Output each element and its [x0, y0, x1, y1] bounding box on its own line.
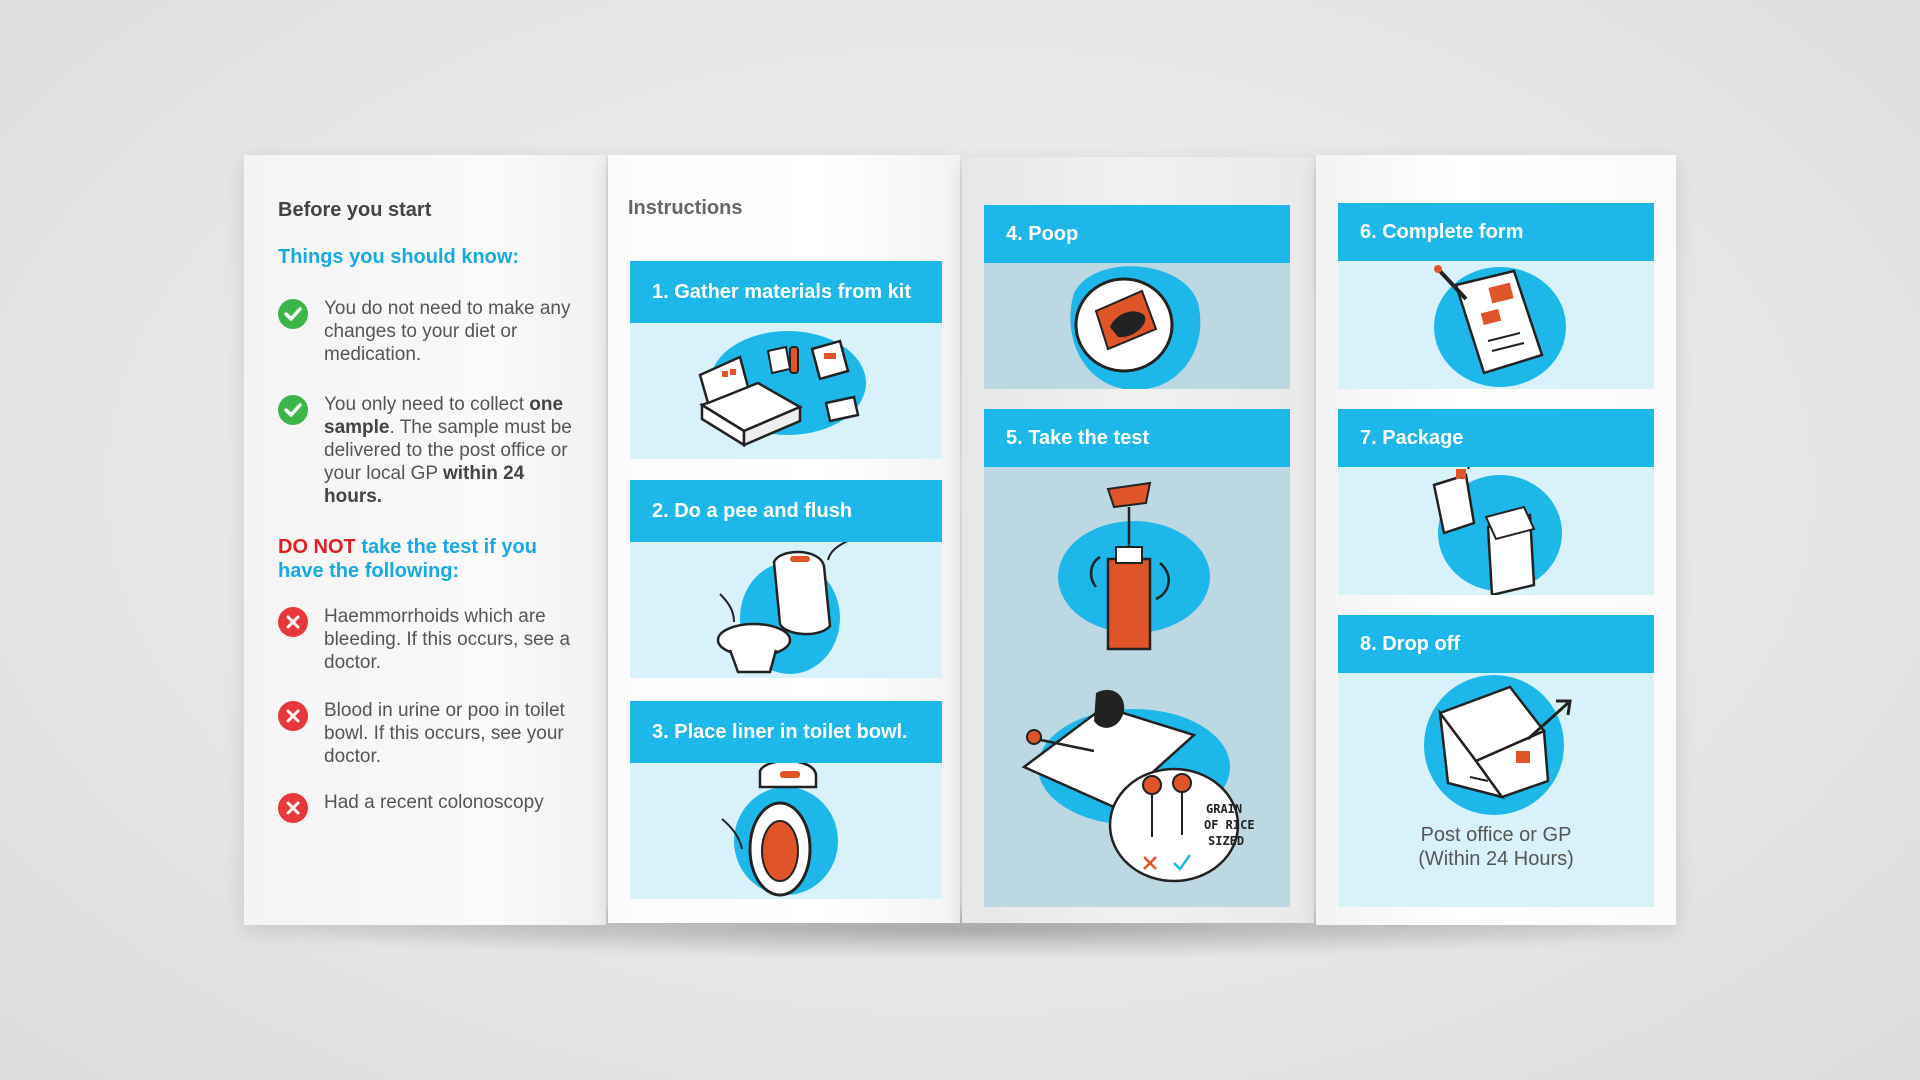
avoid-item [278, 605, 578, 674]
avoid-item-text: Haemmorrhoids which are bleeding. If this occurs, see a doctor. [324, 606, 571, 673]
donot-subheading: DO NOT take the test if you have the following: [278, 536, 537, 582]
toilet-liner-illustration [630, 763, 942, 899]
check-icon [278, 299, 308, 329]
avoid-item-text: Blood in urine or poo in toilet bowl. If this occurs, see your doctor. [324, 700, 565, 767]
panel-instructions [608, 155, 960, 923]
cross-icon [278, 793, 308, 823]
panel-send-off [1316, 155, 1676, 925]
panel-before-you-start [244, 155, 606, 925]
step-place-liner [630, 701, 942, 899]
step-poop [984, 205, 1290, 389]
know-item-text: You do not need to make any changes to your diet or medication. [324, 298, 571, 365]
bubble-text-2: OF RICE [1204, 818, 1255, 832]
package-illustration [1338, 467, 1654, 595]
cross-icon [278, 701, 308, 731]
step-title: 7. Package [1338, 409, 1654, 467]
before-heading: Before you start [278, 199, 432, 221]
instructions-heading: Instructions [628, 197, 743, 219]
bubble-text-3: SIZED [1208, 834, 1245, 848]
step-drop-off [1338, 615, 1654, 907]
know-item [278, 297, 578, 366]
know-item [278, 393, 578, 508]
cross-icon [278, 607, 308, 637]
know-subheading: Things you should know: [278, 246, 520, 268]
step-title: 8. Drop off [1338, 615, 1654, 673]
know-item-text: You only need to collect one sample. The sample must be delivered to the post office or your local GP within 24 hours. [324, 394, 572, 507]
drop-off-caption-line2: (Within 24 Hours) [1418, 848, 1574, 870]
toilet-flush-illustration [630, 542, 942, 678]
sample-tube-illustration [984, 467, 1290, 907]
step-take-test [984, 409, 1290, 907]
check-icon [278, 395, 308, 425]
step-complete-form [1338, 203, 1654, 389]
step-title: 3. Place liner in toilet bowl. [630, 701, 942, 763]
form-illustration [1338, 261, 1654, 389]
step-package [1338, 409, 1654, 595]
panel-poop-test [962, 157, 1314, 923]
avoid-item [278, 699, 578, 768]
step-pee-flush [630, 480, 942, 678]
step-title: 1. Gather materials from kit [630, 261, 942, 323]
bubble-text-1: GRAIN [1206, 802, 1243, 816]
avoid-item-text: Had a recent colonoscopy [324, 792, 544, 813]
kit-illustration [630, 323, 942, 459]
drop-off-illustration [1338, 673, 1654, 823]
avoid-item [278, 791, 578, 823]
step-title: 2. Do a pee and flush [630, 480, 942, 542]
drop-off-caption-line1: Post office or GP [1420, 824, 1572, 846]
step-gather [630, 261, 942, 459]
step-title: 4. Poop [984, 205, 1290, 263]
step-title: 5. Take the test [984, 409, 1290, 467]
step-title: 6. Complete form [1338, 203, 1654, 261]
poop-illustration [984, 263, 1290, 389]
